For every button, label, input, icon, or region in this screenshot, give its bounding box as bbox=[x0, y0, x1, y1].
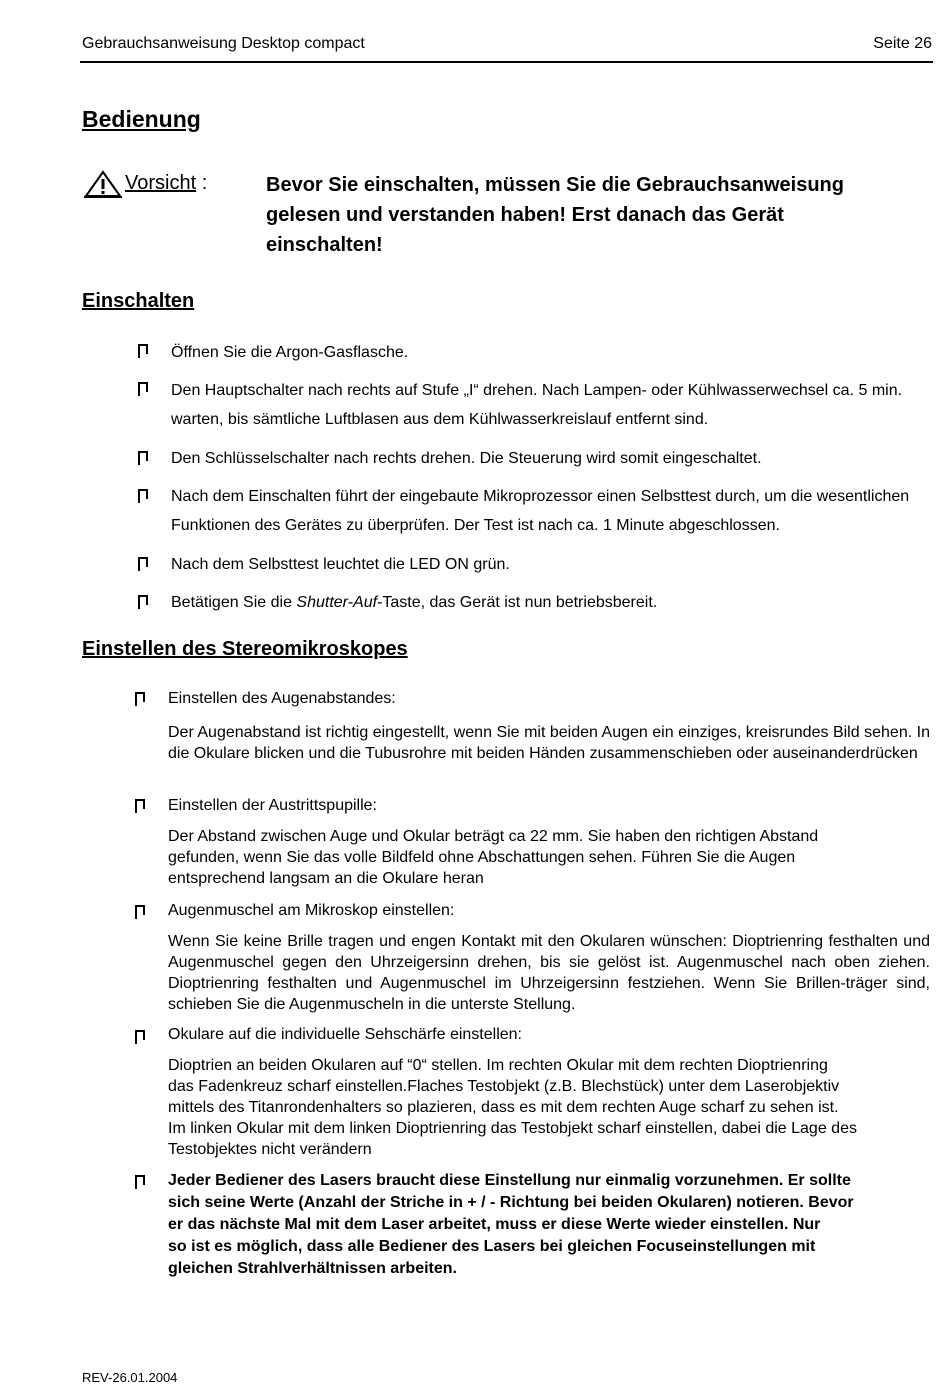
checkbox-icon bbox=[135, 799, 145, 809]
list-item: Öffnen Sie die Argon-Gasflasche. bbox=[171, 344, 409, 361]
item-body: Wenn Sie keine Brille tragen und engen Kontakt mit den Okularen wünschen: Dioptrienring festhalten und Augenmuschel gegen den Uhrzeigersinn drehen, bis sie gelöst ist. Augenmuschel nach oben ziehen. Dioptrienring festhalten und Augenmuschel im Uhrzeigersinn festziehen. Wenn Sie Brillen-träger sind, schieben Sie die Augenmuscheln in die unterste Stellung. bbox=[168, 933, 930, 1013]
item-title: Einstellen der Austrittspupille: bbox=[168, 797, 377, 814]
final-note-line: so ist es möglich, dass alle Bediener des Lasers bei gleichen Focuseinstellungen mit bbox=[168, 1238, 816, 1255]
list-item-italic: Shutter-Auf bbox=[296, 594, 378, 611]
item-body-line: Dioptrien an beiden Okularen auf “0“ stellen. Im rechten Okular mit dem rechten Dioptrienring bbox=[168, 1057, 828, 1074]
warning-triangle-icon bbox=[84, 170, 122, 198]
section-heading-stereo: Einstellen des Stereomikroskopes bbox=[82, 638, 408, 660]
final-note-line: er das nächste Mal mit dem Laser arbeitet, muss er diese Werte wieder einstellen. Nur bbox=[168, 1216, 821, 1233]
page-title: Bedienung bbox=[82, 106, 201, 132]
checkbox-icon bbox=[138, 382, 148, 392]
checkbox-icon bbox=[138, 557, 148, 567]
item-title: Okulare auf die individuelle Sehschärfe einstellen: bbox=[168, 1026, 522, 1043]
item-body-line: gefunden, wenn Sie das volle Bildfeld ohne Abschattungen sehen. Führen Sie die Augen bbox=[168, 849, 796, 866]
item-body-line: mittels des Titanrondenhalters so plazieren, dass es mit dem rechten Auge scharf zu sehen ist. bbox=[168, 1099, 839, 1116]
item-body-line: Testobjektes nicht verändern bbox=[168, 1141, 372, 1158]
item-body: Der Augenabstand ist richtig eingestellt, wenn Sie mit beiden Augen ein einziges, kreisrundes Bild sehen. In die Okulare blicken und die Tubusrohre mit beiden Händen zusammenschieben oder auseinanderdrücken bbox=[168, 724, 930, 762]
footer-revision: REV-26.01.2004 bbox=[82, 1370, 178, 1385]
warning-label-text: Vorsicht bbox=[125, 172, 197, 194]
item-body-line: entsprechend langsam an die Okulare heran bbox=[168, 870, 484, 887]
warning-label bbox=[125, 172, 207, 195]
checkbox-icon bbox=[135, 692, 145, 702]
warning-text: Bevor Sie einschalten, müssen Sie die Gebrauchsanweisung gelesen und verstanden haben! Erst danach das Gerät einschalten! bbox=[266, 174, 844, 256]
list-item-text: -Taste, das Gerät ist nun betriebsbereit. bbox=[377, 594, 658, 611]
section-heading-einschalten: Einschalten bbox=[82, 290, 195, 312]
item-title: Einstellen des Augenabstandes: bbox=[168, 690, 396, 707]
final-note-line: sich seine Werte (Anzahl der Striche in + / - Richtung bei beiden Okularen) notieren. Bevor bbox=[168, 1194, 854, 1211]
list-item: Nach dem Selbsttest leuchtet die LED ON grün. bbox=[171, 556, 510, 573]
checkbox-icon bbox=[135, 1030, 145, 1040]
item-body-line: das Fadenkreuz scharf einstellen.Flaches Testobjekt (z.B. Blechstück) unter dem Laserobjektiv bbox=[168, 1078, 840, 1095]
checkbox-icon bbox=[135, 1175, 145, 1185]
checkbox-icon bbox=[138, 595, 148, 605]
checkbox-icon bbox=[138, 489, 148, 499]
final-note-line: gleichen Strahlverhältnissen arbeiten. bbox=[168, 1260, 457, 1277]
final-note-line: Jeder Bediener des Lasers braucht diese Einstellung nur einmalig vorzunehmen. Er sollte bbox=[168, 1172, 851, 1189]
list-item: Nach dem Einschalten führt der eingebaute Mikroprozessor einen Selbsttest durch, um die wesentlichen Funktionen des Gerätes zu überprüfen. Der Test ist nach ca. 1 Minute abgeschlossen. bbox=[171, 488, 910, 534]
item-body-line: Im linken Okular mit dem linken Dioptrienring das Testobjekt scharf einstellen, dabei die Lage des bbox=[168, 1120, 857, 1137]
list-item bbox=[171, 588, 931, 617]
warning-colon: : bbox=[201, 172, 208, 194]
page-number: Seite 26 bbox=[873, 35, 932, 52]
list-item: Den Hauptschalter nach rechts auf Stufe „I“ drehen. Nach Lampen- oder Kühlwasserwechsel ca. 5 min. warten, bis sämtliche Luftblasen aus dem Kühlwasserkreislauf entfernt sind. bbox=[171, 382, 903, 428]
checkbox-icon bbox=[138, 344, 148, 354]
checkbox-icon bbox=[138, 451, 148, 461]
header-divider bbox=[80, 61, 933, 63]
checkbox-icon bbox=[135, 905, 145, 915]
list-item-text: Betätigen Sie die bbox=[171, 594, 297, 611]
item-title: Augenmuschel am Mikroskop einstellen: bbox=[168, 902, 455, 919]
header-title: Gebrauchsanweisung Desktop compact bbox=[82, 35, 365, 52]
list-item: Den Schlüsselschalter nach rechts drehen. Die Steuerung wird somit eingeschaltet. bbox=[171, 450, 762, 467]
item-body-line: Der Abstand zwischen Auge und Okular beträgt ca 22 mm. Sie haben den richtigen Abstand bbox=[168, 828, 819, 845]
